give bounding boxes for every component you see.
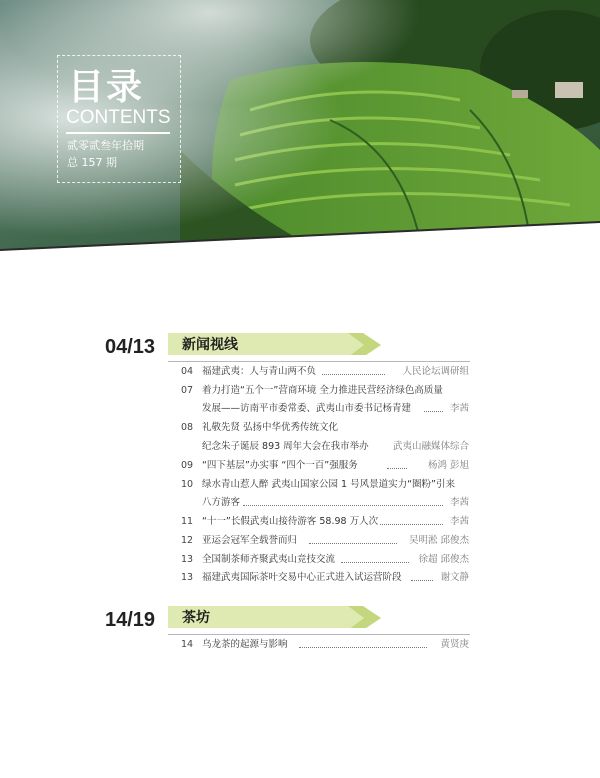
section-page-range: 14/19 [105,609,156,631]
entry-author: 杨鸿 彭旭 [427,460,469,471]
toc-entry[interactable] [181,638,469,652]
entry-author: 谢文静 [440,572,469,583]
toc-entry[interactable] [181,440,469,454]
entry-page: 08 [181,422,194,433]
entry-page: 13 [181,554,194,565]
entry-page: 09 [181,460,194,471]
hero-photo [0,0,600,262]
entry-page: 04 [181,366,194,377]
toc-entry[interactable] [181,553,469,567]
leader-dots [424,411,443,412]
entry-title: “十一”长假武夷山接待游客 58.98 万人次 [202,516,379,527]
entry-title: 福建武夷国际茶叶交易中心正式进入试运营阶段 [202,572,402,583]
leader-dots [243,505,443,506]
entry-page: 14 [181,639,194,650]
toc-entry[interactable] [181,571,469,585]
entry-author: 武夷山融媒体综合 [392,441,469,452]
entry-page: 10 [181,479,194,490]
issue-total: 总 157 期 [67,156,117,169]
entry-page: 13 [181,572,194,583]
entry-title: 福建武夷：人与青山两不负 [202,366,317,377]
entry-author: 李茜 [449,516,469,527]
entry-page: 12 [181,535,194,546]
entry-title: 八方游客 [202,497,241,508]
section-divider [168,634,470,635]
title-rule [66,132,170,134]
entry-page: 07 [181,385,194,396]
leader-dots [299,647,427,648]
section-title: 新闻视线 [182,337,238,353]
entry-page: 11 [181,516,194,527]
contents-title-en: CONTENTS [66,107,171,128]
section-title: 茶坊 [182,610,210,626]
title-box [57,55,181,183]
entry-title: 亚运会冠军全载誉而归 [202,535,298,546]
leader-dots [341,562,409,563]
toc-entry[interactable] [181,421,469,435]
section-page-range: 04/13 [105,336,156,358]
entry-title: 绿水青山惹人醉 武夷山国家公园 1 号风景道实力“圈粉”引来 [202,479,455,490]
entry-author: 人民论坛调研组 [402,366,469,377]
entry-author: 黄贤庚 [440,639,469,650]
entry-author: 徐超 邱俊杰 [418,554,469,565]
leader-dots [309,543,397,544]
leader-dots [387,468,407,469]
section-divider [168,361,470,362]
toc-entry[interactable] [181,459,469,473]
toc-entry[interactable] [181,365,469,379]
entry-title: 乌龙茶的起源与影响 [202,639,288,650]
leader-dots [380,524,443,525]
entry-title: “四下基层”办实事 “四个一百”强服务 [202,460,358,471]
contents-title-cn: 目录 [68,67,145,108]
entry-title: 全国制茶师齐聚武夷山竞技交流 [202,554,336,565]
toc-entry[interactable] [181,534,469,548]
toc-entry[interactable] [181,496,469,510]
entry-author: 李茜 [449,403,469,414]
entry-author: 李茜 [449,497,469,508]
toc-entry[interactable] [181,478,469,492]
entry-title: 礼敬先贤 弘扬中华优秀传统文化 [202,422,339,433]
entry-title: 发展——访南平市委常委、武夷山市委书记杨青建 [202,403,412,414]
leader-dots [411,580,433,581]
entry-title: 着力打造“五个一”营商环境 全力推进民营经济绿色高质量 [202,385,443,396]
issue-date: 贰零贰叁年拾期 [67,139,144,152]
toc-entry[interactable] [181,384,469,398]
leader-dots [322,374,385,375]
entry-author: 吴明淞 邱俊杰 [408,535,469,546]
entry-title: 纪念朱子诞辰 893 周年大会在我市举办 [202,441,369,452]
toc-entry[interactable] [181,515,469,529]
toc-entry[interactable] [181,402,469,416]
